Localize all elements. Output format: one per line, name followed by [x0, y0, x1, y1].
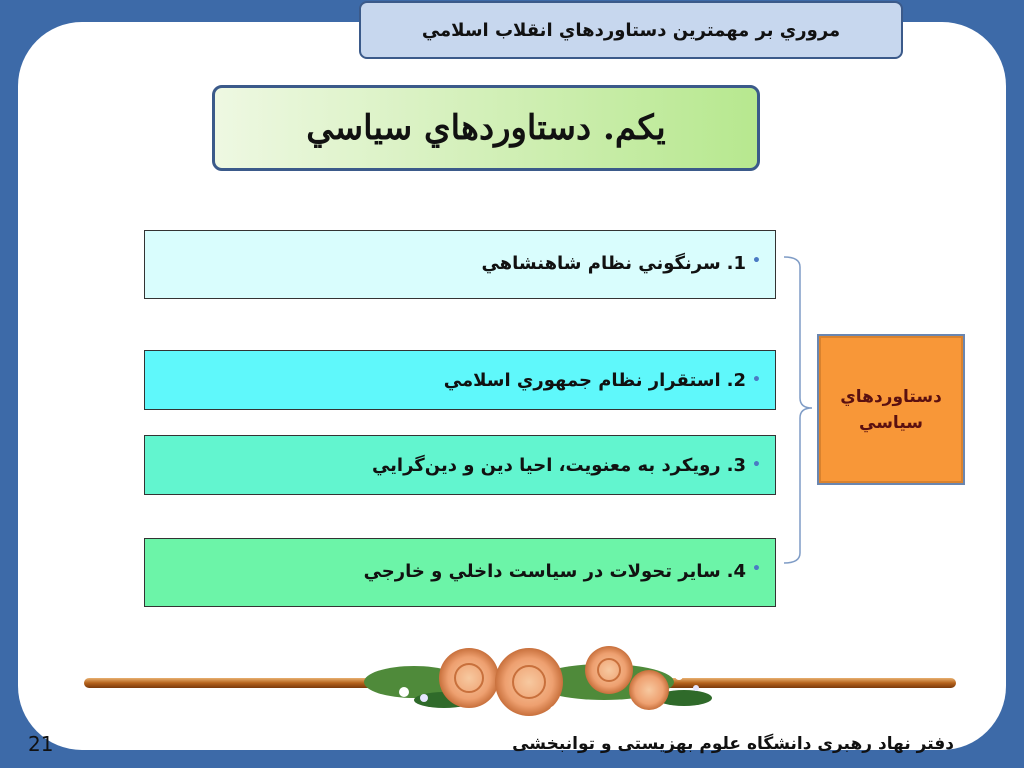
- list-item: [144, 230, 776, 299]
- page-number: 21: [28, 732, 54, 756]
- item-text: رويكرد به معنويت، احيا دين و دين‌گرايي: [371, 454, 721, 476]
- category-box: [819, 336, 963, 483]
- curly-brace-icon: [782, 255, 818, 565]
- item-number: 2.: [726, 369, 747, 391]
- item-text: ساير تحولات در سياست داخلي و خارجي: [363, 561, 721, 582]
- category-label-line2: سياسي: [859, 412, 923, 433]
- footer-organization: دفتر نهاد رهبری دانشگاه علوم بهزیستی و توانبخشی: [512, 734, 954, 754]
- item-number: 1.: [726, 253, 747, 274]
- bullet-icon: •: [752, 372, 761, 388]
- header-title: مروري بر مهمترين دستاوردهاي انقلاب اسلامي: [421, 19, 841, 41]
- list-item: [144, 350, 776, 410]
- item-number: 4.: [726, 561, 747, 582]
- bullet-icon: •: [752, 253, 761, 269]
- list-item: [144, 435, 776, 495]
- header-title-box: [359, 1, 903, 59]
- item-number: 3.: [726, 454, 747, 476]
- item-text: سرنگوني نظام شاهنشاهي: [481, 253, 721, 274]
- list-item: [144, 538, 776, 607]
- item-text: استقرار نظام جمهوري اسلامي: [443, 369, 721, 391]
- slide-title: يكم. دستاوردهاي سياسي: [306, 108, 666, 148]
- bullet-icon: •: [752, 561, 761, 577]
- category-label-line1: دستاوردهاي: [840, 386, 942, 407]
- slide-title-box: [212, 85, 760, 171]
- flower-divider-image: [84, 640, 956, 720]
- bullet-icon: •: [752, 457, 761, 473]
